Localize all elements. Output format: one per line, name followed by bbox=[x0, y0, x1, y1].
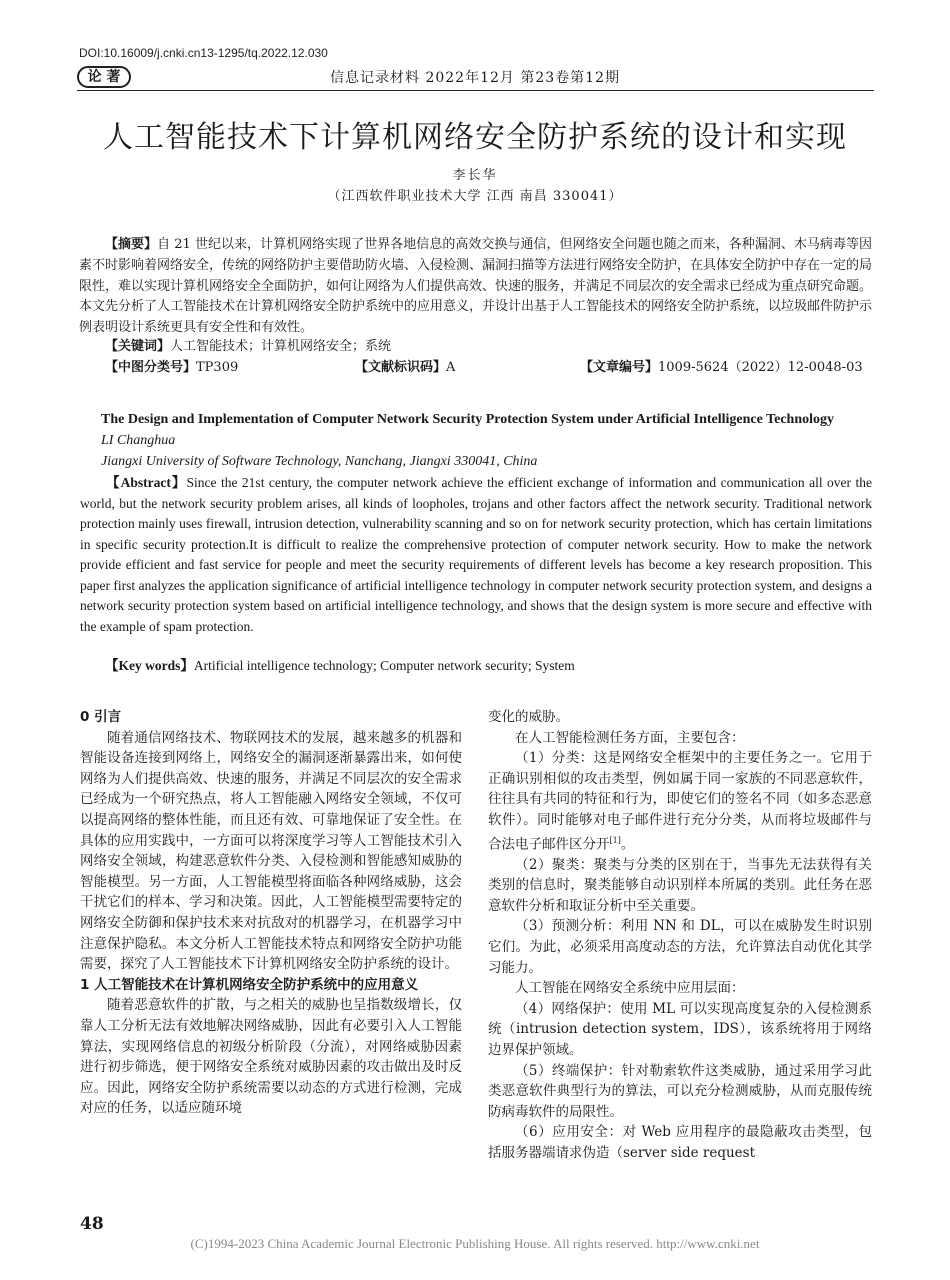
doc-value: A bbox=[446, 360, 456, 375]
paragraph-continued: 变化的威胁。 bbox=[488, 709, 569, 725]
keywords-en-label: 【Key words】 bbox=[105, 658, 194, 673]
classification-row bbox=[105, 356, 870, 376]
english-affiliation: Jiangxi University of Software Technology, Nanchang, Jiangxi 330041, China bbox=[101, 454, 538, 469]
paragraph-application-security: （6）应用安全：对 Web 应用程序的最隐蔽攻击类型，包括服务器端请求伪造（server side request bbox=[488, 1124, 872, 1161]
section-1-paragraph: 随着恶意软件的扩散，与之相关的威胁也呈指数级增长，仅靠人工分析无法有效地解决网络威胁，因此有必要引入人工智能算法，实现网络信息的初级分析阶段（分流），对网络威胁因素进行初步筛选，便于网络安全系统对威胁因素的攻击做出及时反应。因此，网络安全防护系统需要以动态的方式进行检测，完成对应的任务，以适应随环境 bbox=[80, 997, 462, 1117]
paragraph-clustering: （2）聚类：聚类与分类的区别在于，当事先无法获得有关类别的信息时，聚类能够自动识别样本所属的类别。此任务在恶意软件分析和取证分析中至关重要。 bbox=[488, 856, 872, 914]
abstract-cn-text: 自 21 世纪以来，计算机网络实现了世界各地信息的高效交换与通信，但网络安全问题也随之而来，各种漏洞、木马病毒等因素不时影响着网络安全，传统的网络防护主要借助防火墙、入侵检测、漏洞扫描等方法进行网络安全防护，在具体安全防护中存在一定的局限性，难以实现计算机网络安全全面防护，如何让网络为人们提供高效、快速的服务，并满足不同层次的安全需求已经成为重点研究命题。本文先分析了人工智能技术在计算机网络安全防护系统中的应用意义，并设计出基于人工智能技术的网络安全防护系统，以垃圾邮件防护示例表明设计系统更具有安全性和有效性。 bbox=[79, 237, 873, 336]
paragraph-tasks-intro: 在人工智能检测任务方面，主要包含： bbox=[515, 729, 745, 746]
paragraph-prediction: （3）预测分析：利用 NN 和 DL，可以在威胁发生时识别它们。为此，必须采用高度动态的方法，允许算法自动优化其学习能力。 bbox=[488, 918, 872, 976]
classification-end: 。 bbox=[620, 836, 635, 853]
art-label: 【文章编号】 bbox=[580, 360, 659, 375]
reference-mark: [1] bbox=[609, 835, 621, 845]
article-type-badge: 论 著 bbox=[77, 66, 131, 88]
body-right-column bbox=[488, 707, 872, 1164]
paper-title: 人工智能技术下计算机网络安全防护系统的设计和实现 bbox=[103, 120, 847, 155]
paragraph-application-intro: 人工智能在网络安全系统中应用层面： bbox=[515, 980, 745, 997]
art-value: 1009-5624（2022）12-0048-03 bbox=[658, 360, 863, 375]
abstract-en-text: Since the 21st century, the computer network achieve the efficient exchange of information and communication all over the world, but the network security problem arises, all kinds of loopholes, trojans and other factors affect the network security. Traditional network protection mainly uses firewall, intrusion detection, vulnerability scanning and so on for network security protection, which has certain limitations in specific security protection.It is difficult to realize the comprehensive protection of computer network security. How to make the network provide efficient and fast service for people and meet the security requirements of different levels has become a key research proposition. This paper first analyzes the application significance of artificial intelligence technology in computer network security protection system, and designs a network security protection system based on artificial intelligence technology, and shows that the design system is more secure and effective with the example of spam protection. bbox=[80, 475, 872, 634]
clc-number bbox=[105, 356, 238, 375]
abstract-en bbox=[80, 473, 872, 637]
author-affiliation: （江西软件职业技术大学 江西 南昌 330041） bbox=[327, 189, 623, 204]
header-divider bbox=[77, 90, 874, 91]
section-0-paragraph: 随着通信网络技术、物联网技术的发展，越来越多的机器和智能设备连接到网络上，网络安全的漏洞逐渐暴露出来，如何使网络为人们提供高效、快速的服务，并满足不同层次的安全需求已经成为一个研究热点，将人工智能融入网络安全领域，不仅可以提高网络的整体性能，而且还有效、可靠地保证了安全性。在具体的应用实践中，一方面可以将深度学习等人工智能技术引入网络安全领域，构建恶意软件分类、入侵检测和智能感知威胁的智能模型。另一方面，人工智能模型将面临各种网络威胁，这会干扰它们的样本、学习和决策。因此，人工智能模型需要特定的网络安全防御和保护技术来对抗敌对的机器学习，在机器学习中注意保护隐私。本文分析人工智能技术特点和网络安全防护功能需要，探究了人工智能技术下计算机网络安全防护系统的设计。 bbox=[80, 729, 462, 973]
abstract-cn-label: 【摘要】 bbox=[105, 237, 158, 252]
doi-line: DOI:10.16009/j.cnki.cn13-1295/tq.2022.12.030 bbox=[79, 46, 328, 60]
clc-value: TP309 bbox=[196, 360, 239, 375]
abstract-en-label: 【Abstract】 bbox=[106, 475, 187, 490]
copyright-footer: (C)1994-2023 China Academic Journal Electronic Publishing House. All rights reserved. http://www.cnki.net bbox=[190, 1236, 760, 1251]
section-1-heading: 1 人工智能技术在计算机网络安全防护系统中的应用意义 bbox=[80, 976, 419, 993]
paragraph-network-protection: （4）网络保护：使用 ML 可以实现高度复杂的入侵检测系统（intrusion detection system，IDS），该系统将用于网络边界保护领域。 bbox=[488, 1000, 872, 1058]
author-name: 李长华 bbox=[452, 168, 498, 183]
article-number bbox=[580, 356, 863, 375]
paragraph-classification bbox=[488, 748, 872, 854]
doc-code bbox=[355, 356, 455, 375]
doc-label: 【文献标识码】 bbox=[355, 360, 447, 375]
body-left-column bbox=[80, 707, 462, 1119]
keywords-cn-label: 【关键词】 bbox=[105, 339, 171, 354]
keywords-cn bbox=[105, 335, 391, 354]
keywords-en bbox=[105, 654, 575, 674]
keywords-en-text: Artificial intelligence technology; Computer network security; System bbox=[193, 658, 575, 673]
keywords-cn-text: 人工智能技术；计算机网络安全；系统 bbox=[170, 339, 392, 354]
page-number: 48 bbox=[80, 1214, 104, 1234]
classification-text: （1）分类：这是网络安全框架中的主要任务之一。它用于正确识别相似的攻击类型，例如属于同一家族的不同恶意软件，往往具有共同的特征和行为，即使它们的签名不同（如多态恶意软件）。同时能够对电子邮件进行充分分类，从而将垃圾邮件与合法电子邮件区分开 bbox=[488, 750, 872, 853]
section-0-heading: 0 引言 bbox=[80, 709, 122, 725]
paragraph-endpoint-protection: （5）终端保护：针对勒索软件这类威胁，通过采用学习此类恶意软件典型行为的算法，可以充分检测威胁，从而克服传统防病毒软件的局限性。 bbox=[488, 1062, 872, 1120]
english-author: LI Changhua bbox=[101, 433, 176, 448]
abstract-cn bbox=[79, 235, 872, 339]
journal-header: 信息记录材料 2022年12月 第23卷第12期 bbox=[330, 70, 620, 86]
clc-label: 【中图分类号】 bbox=[105, 360, 197, 375]
english-title: The Design and Implementation of Computer Network Security Protection System under Artificial Intelligence Technology bbox=[101, 412, 835, 427]
